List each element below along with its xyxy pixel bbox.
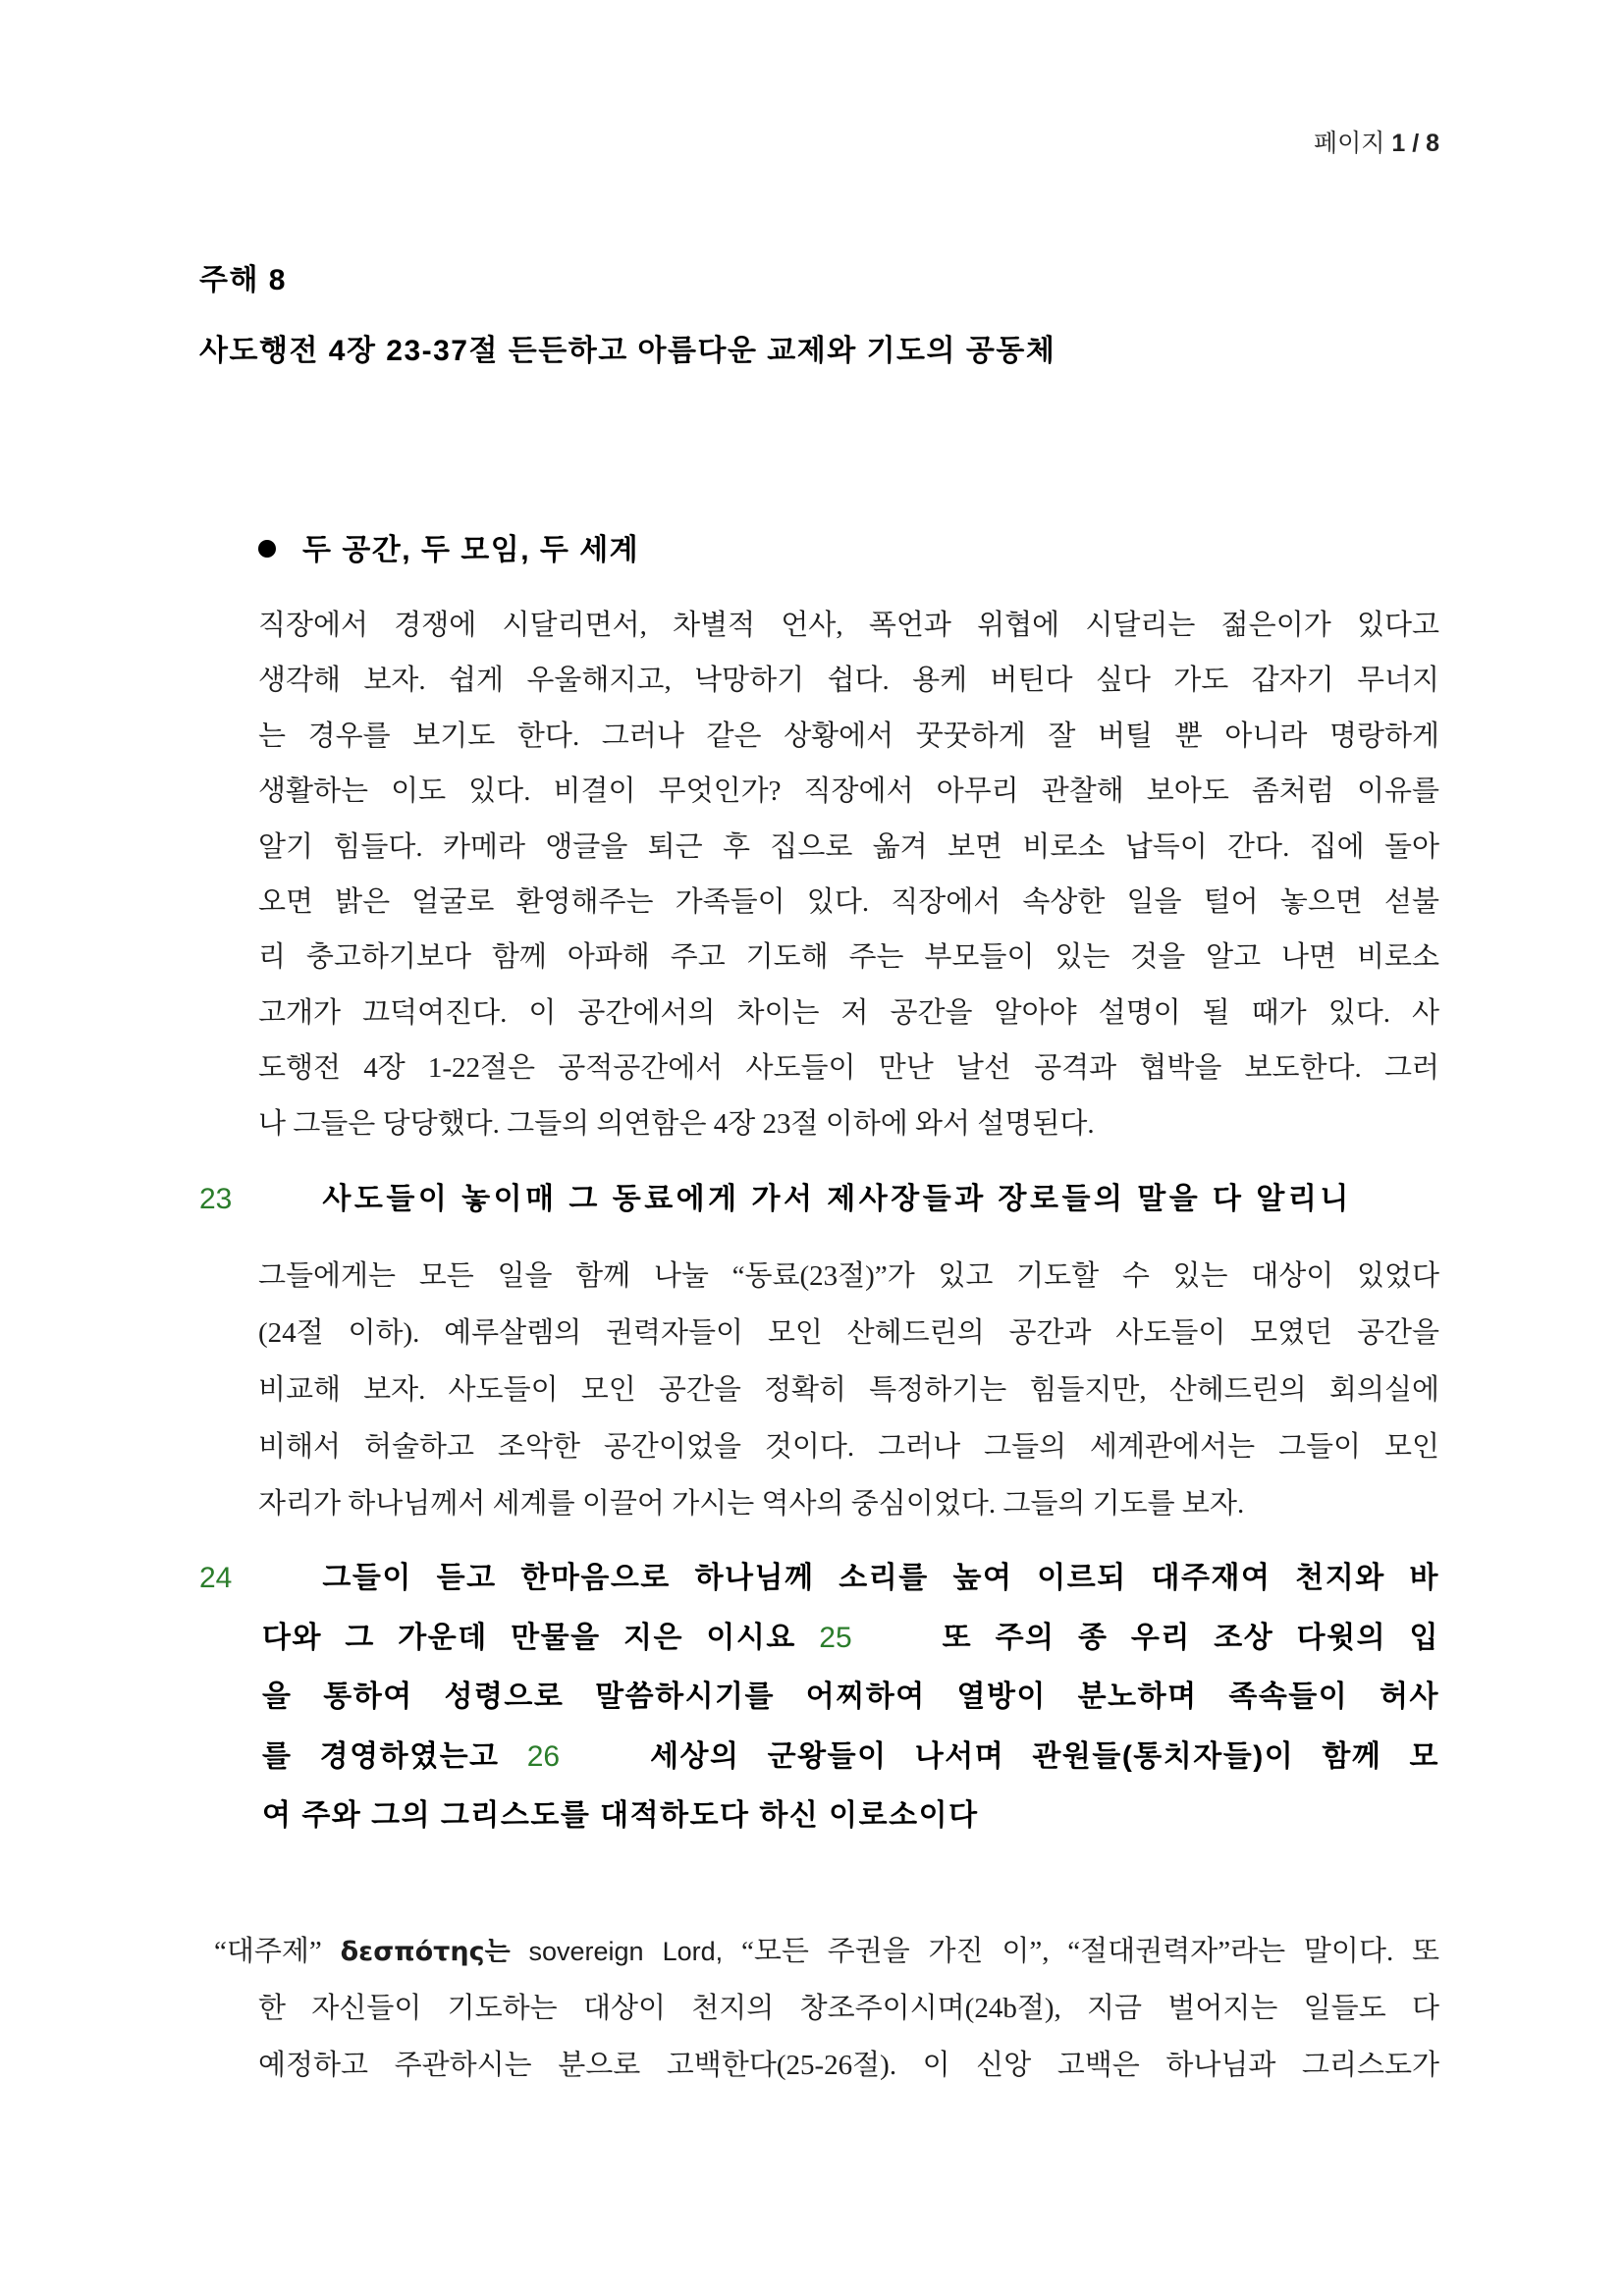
paragraph-line: 그들에게는 모든 일을 함께 나눌 “동료(23절)”가 있고 기도할 수 있는 대상이 있었다 bbox=[258, 1260, 1439, 1292]
note-term: “대주제” bbox=[214, 1936, 322, 1967]
verse-line bbox=[262, 1609, 1439, 1669]
paragraph-line: 고개가 끄덕여진다. 이 공간에서의 차이는 저 공간을 알아야 설명이 될 때가 있다. 사 bbox=[258, 996, 1439, 1029]
page-indicator bbox=[1314, 126, 1439, 161]
note-text: “모든 주권을 가진 이”, “절대권력자”라는 말이다. 또 bbox=[740, 1936, 1440, 1967]
verse-number: 26 bbox=[526, 1739, 561, 1773]
paragraph-line: 생활하는 이도 있다. 비결이 무엇인가? 직장에서 아무리 관찰해 보아도 좀처럼 이유를 bbox=[258, 775, 1439, 808]
verse-number: 23 bbox=[199, 1183, 233, 1215]
verse-text: 세상의 군왕들이 나서며 관원들(통치자들)이 함께 모 bbox=[650, 1739, 1439, 1773]
verse-text: 를 경영하였는고 bbox=[262, 1739, 500, 1773]
page-number: 1 / 8 bbox=[1391, 130, 1439, 157]
paragraph-1 bbox=[258, 598, 1439, 1151]
verse-line bbox=[199, 1549, 1439, 1609]
verse-text: 사도들이 놓이매 그 동료에게 가서 제사장들과 장로들의 말을 다 알리니 bbox=[322, 1183, 1352, 1215]
page-label: 페이지 bbox=[1313, 130, 1385, 157]
section-heading bbox=[258, 533, 639, 568]
note-line: 한 자신들이 기도하는 대상이 천지의 창조주이시며(24b절), 지금 벌어지는 일들도 다 bbox=[258, 1993, 1439, 2024]
paragraph-line: 나 그들은 당당했다. 그들의 의연함은 4장 23절 이하에 와서 설명된다. bbox=[258, 1107, 1095, 1140]
note-paragraph bbox=[214, 1923, 1439, 2094]
verse-line: 여 주와 그의 그리스도를 대적하도다 하신 이로소이다 bbox=[262, 1799, 979, 1832]
paragraph-line: 비교해 보자. 사도들이 모인 공간을 정확히 특정하기는 힘들지만, 산헤드린의 회의실에 bbox=[258, 1374, 1439, 1406]
paragraph-line: 리 충고하기보다 함께 아파해 주고 기도해 주는 부모들이 있는 것을 알고 나면 비로소 bbox=[258, 941, 1439, 974]
document-title: 사도행전 4장 23-37절 든든하고 아름다운 교제와 기도의 공동체 bbox=[199, 335, 1056, 367]
paragraph-line: 도행전 4장 1-22절은 공적공간에서 사도들이 만난 날선 공격과 협박을 보도한다. 그러 bbox=[258, 1052, 1439, 1085]
series-label: 주해 8 bbox=[199, 264, 287, 296]
paragraph-2 bbox=[258, 1248, 1439, 1532]
note-english-term: sovereign Lord, bbox=[528, 1937, 724, 1966]
verse-text: 그들이 듣고 한마음으로 하나님께 소리를 높여 이르되 대주재여 천지와 바 bbox=[322, 1562, 1439, 1594]
paragraph-line: 자리가 하나님께서 세계를 이끌어 가시는 역사의 중심이었다. 그들의 기도를 보자. bbox=[258, 1488, 1245, 1520]
note-line: 예정하고 주관하시는 분으로 고백한다(25-26절). 이 신앙 고백은 하나님과 그리스도가 bbox=[258, 2050, 1439, 2081]
verse-number: 25 bbox=[819, 1621, 852, 1654]
paragraph-line: (24절 이하). 예루살렘의 권력자들이 모인 산헤드린의 공간과 사도들이 모였던 공간을 bbox=[258, 1317, 1439, 1349]
note-line bbox=[214, 1923, 1439, 1980]
paragraph-line: 는 경우를 보기도 한다. 그러나 같은 상황에서 꿋꿋하게 잘 버틸 뿐 아니라 명랑하게 bbox=[258, 720, 1439, 752]
paragraph-line: 오면 밝은 얼굴로 환영해주는 가족들이 있다. 직장에서 속상한 일을 털어 놓으면 섣불 bbox=[258, 885, 1439, 918]
verses-24-26 bbox=[199, 1549, 1439, 1846]
verse-number: 24 bbox=[199, 1562, 233, 1594]
verse-text: 또 주의 종 우리 조상 다윗의 입 bbox=[942, 1621, 1439, 1654]
paragraph-line: 알기 힘들다. 카메라 앵글을 퇴근 후 집으로 옮겨 보면 비로소 납득이 간다. 집에 돌아 bbox=[258, 830, 1439, 863]
section-heading-text: 두 공간, 두 모임, 두 세계 bbox=[302, 534, 640, 566]
verse-line: 을 통하여 성령으로 말씀하시기를 어찌하여 열방이 분노하며 족속들이 허사 bbox=[262, 1681, 1439, 1713]
note-greek-term: δεσπότης는 bbox=[340, 1937, 511, 1967]
paragraph-line: 생각해 보자. 쉽게 우울해지고, 낙망하기 쉽다. 용케 버틴다 싶다 가도 갑자기 무너지 bbox=[258, 665, 1439, 697]
bullet-icon bbox=[258, 540, 276, 558]
verse-line bbox=[262, 1728, 1439, 1788]
verse-text: 다와 그 가운데 만물을 지은 이시요 bbox=[262, 1621, 796, 1654]
verse-23 bbox=[199, 1172, 1352, 1227]
paragraph-line: 직장에서 경쟁에 시달리면서, 차별적 언사, 폭언과 위협에 시달리는 젊은이가 있다고 bbox=[258, 610, 1439, 641]
paragraph-line: 비해서 허술하고 조악한 공간이었을 것이다. 그러나 그들의 세계관에서는 그들이 모인 bbox=[258, 1431, 1439, 1463]
